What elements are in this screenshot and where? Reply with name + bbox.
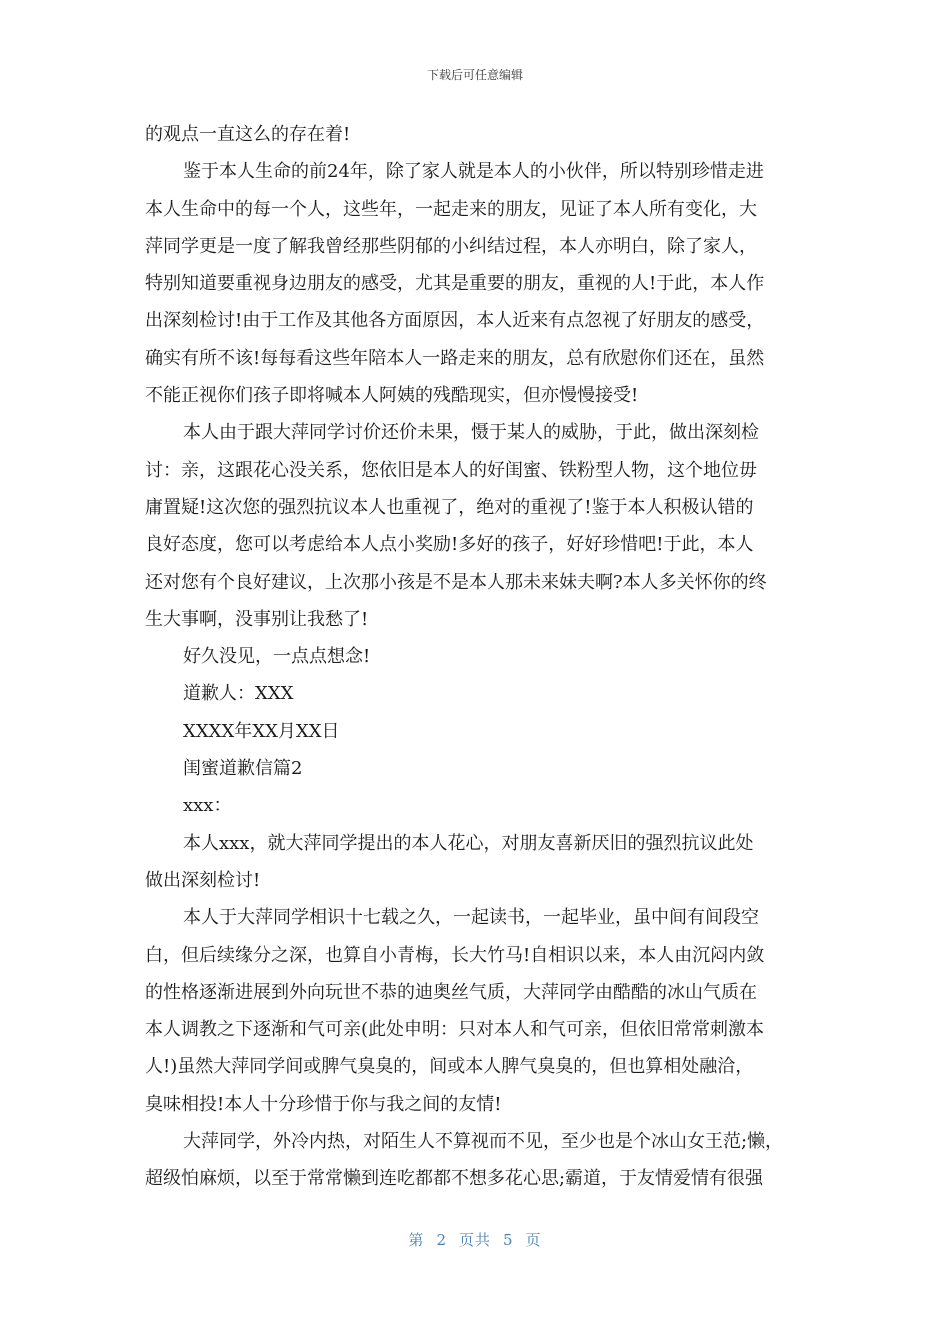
text-line: 讨：亲，这跟花心没关系，您依旧是本人的好闺蜜、铁粉型人物，这个地位毋: [145, 459, 757, 481]
text-line: 良好态度，您可以考虑给本人点小奖励!多好的孩子，好好珍惜吧!于此，本人: [145, 534, 754, 556]
signature-line: 道歉人：XXX: [183, 683, 294, 705]
text-line: 超级怕麻烦，以至于常常懒到连吃都都不想多花心思;霸道，于友情爱情有很强: [145, 1168, 764, 1190]
text-line: 白，但后续缘分之深，也算自小青梅，长大竹马!自相识以来，本人由沉闷内敛: [145, 944, 765, 966]
text-line: 出深刻检讨!由于工作及其他各方面原因，本人近来有点忽视了好朋友的感受，: [145, 310, 765, 332]
page-label-middle: 页共: [458, 1231, 491, 1249]
date-line: XXXX年XX月XX日: [183, 720, 340, 742]
total-pages-number: 5: [503, 1231, 514, 1249]
page-header-note: 下载后可任意编辑: [426, 68, 523, 82]
current-page-number: 2: [436, 1231, 447, 1249]
document-body: [145, 116, 825, 1198]
text-line: 不能正视你们孩子即将喊本人阿姨的残酷现实，但亦慢慢接受!: [145, 385, 639, 407]
page-number-footer: [0, 1229, 950, 1250]
text-line: 生大事啊，没事别让我愁了!: [145, 608, 369, 630]
text-line: 人!)虽然大萍同学间或脾气臭臭的，间或本人脾气臭臭的，但也算相处融洽，: [145, 1056, 754, 1078]
paragraph-start-line: 鉴于本人生命的前24年，除了家人就是本人的小伙伴，所以特别珍惜走进: [183, 161, 764, 183]
text-line: 庸置疑!这次您的强烈抗议本人也重视了，绝对的重视了!鉴于本人积极认错的: [145, 496, 754, 518]
text-line: 特别知道要重视身边朋友的感受，尤其是重要的朋友，重视的人!于此，本人作: [145, 273, 765, 295]
text-line: 臭味相投!本人十分珍惜于你与我之间的友情!: [145, 1093, 502, 1115]
paragraph-start-line: 本人于大萍同学相识十七载之久，一起读书，一起毕业，虽中间有间段空: [183, 907, 759, 929]
text-line: 确实有所不该!每每看这些年陪本人一路走来的朋友，总有欣慰你们还在，虽然: [145, 347, 765, 369]
paragraph-start-line: 本人xxx，就大萍同学提出的本人花心，对朋友喜新厌旧的强烈抗议此处: [183, 832, 754, 854]
paragraph-start-line: 本人由于跟大萍同学讨价还价未果，慑于某人的威胁，于此，做出深刻检: [183, 422, 759, 444]
salutation-line: xxx：: [183, 795, 232, 817]
text-line: 本人生命中的每一个人，这些年，一起走来的朋友，见证了本人所有变化，大: [145, 198, 757, 220]
closing-line: 好久没见，一点点想念!: [183, 646, 371, 668]
text-line: 的观点一直这么的存在着!: [145, 124, 351, 145]
text-line: 萍同学更是一度了解我曾经那些阴郁的小纠结过程，本人亦明白，除了家人，: [145, 235, 757, 257]
text-line: 做出深刻检讨!: [145, 869, 261, 891]
section-title: 闺蜜道歉信篇2: [183, 758, 303, 780]
page-label-suffix: 页: [525, 1231, 542, 1249]
page-label-prefix: 第: [408, 1231, 425, 1249]
paragraph-start-line: 大萍同学，外冷内热，对陌生人不算视而不见，至少也是个冰山女王范;懒，: [183, 1131, 784, 1153]
text-line: 还对您有个良好建议，上次那小孩是不是本人那未来妹夫啊?本人多关怀你的终: [145, 571, 767, 593]
text-line: 的性格逐渐进展到外向玩世不恭的迪奥丝气质，大萍同学由酷酷的冰山气质在: [145, 981, 757, 1003]
text-line: 本人调教之下逐渐和气可亲(此处申明：只对本人和气可亲，但依旧常常刺激本: [145, 1019, 765, 1041]
